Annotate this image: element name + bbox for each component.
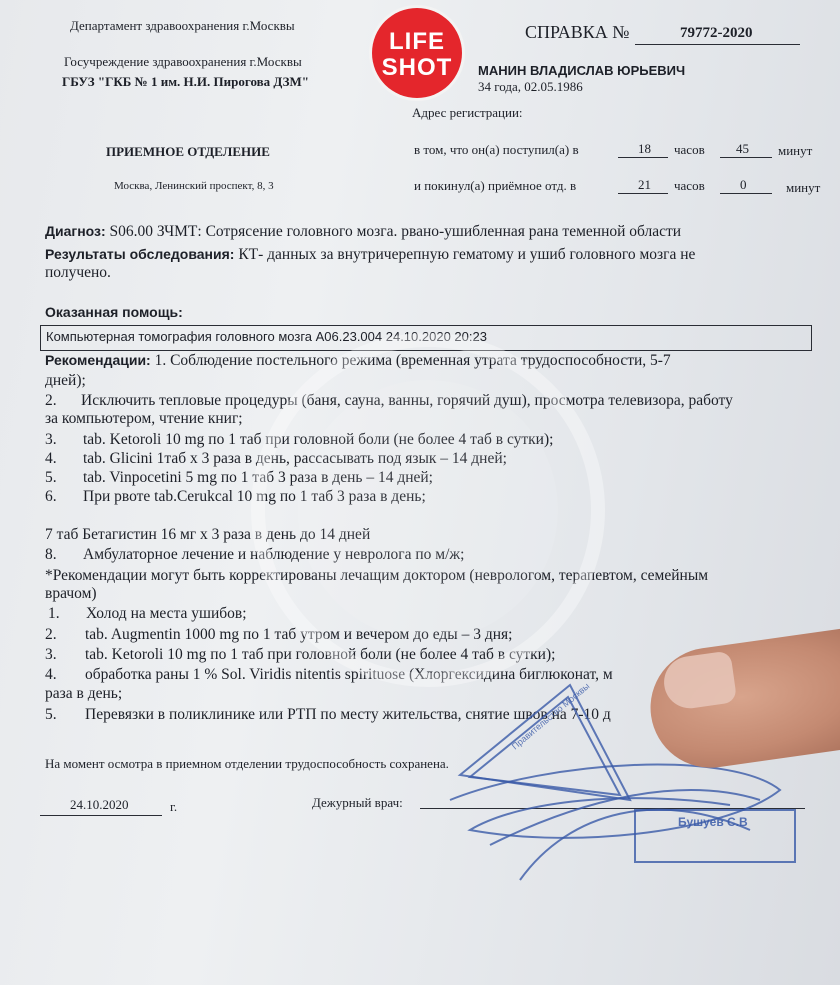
- rec-s2-num: 2.: [45, 626, 57, 643]
- rec-4-num: 4.: [45, 450, 57, 467]
- stamp-text: Правительство Москвы: [509, 680, 592, 752]
- rec-s4: обработка раны 1 % Sol. Viridis nitentis spirituose (Хлоргексидина биглюконат, м: [85, 666, 613, 683]
- rec-3-num: 3.: [45, 431, 57, 448]
- year-suffix: г.: [170, 799, 178, 814]
- minutes-label-2: минут: [786, 180, 821, 195]
- arrived-hours-line: [618, 157, 668, 158]
- results-text-2: получено.: [45, 264, 111, 281]
- rec-s5-num: 5.: [45, 706, 57, 723]
- department-name: Департамент здравоохранения г.Москвы: [70, 18, 295, 33]
- institution-name: Госучреждение здравоохранения г.Москвы: [64, 54, 302, 69]
- rec-2a: Исключить тепловые процедуры (баня, сауна, ванны, горячий душ), просмотра телевизора, работу: [81, 392, 733, 409]
- rec-5: tab. Vinpocetini 5 mg по 1 таб 3 раза в день – 14 дней;: [83, 469, 433, 486]
- left-hours-line: [618, 193, 668, 194]
- number-underline: [635, 44, 800, 45]
- left-minutes-line: [720, 193, 772, 194]
- rec-7: 7 таб Бетагистин 16 мг х 3 раза в день до 14 дней: [45, 526, 371, 543]
- rec-2b: за компьютером, чтение книг;: [45, 410, 243, 427]
- arrived-label: в том, что он(а) поступил(а) в: [414, 142, 579, 157]
- rec-8: Амбулаторное лечение и наблюдение у невролога по м/ж;: [83, 546, 465, 563]
- rec-s-item-1: [48, 605, 247, 623]
- issue-date: 24.10.2020: [70, 797, 129, 812]
- patient-age-dob: 34 года, 02.05.1986: [478, 79, 583, 94]
- rec-4: tab. Glicini 1таб х 3 раза в день, рассасывать под язык – 14 дней;: [83, 450, 507, 467]
- arrived-minutes-line: [720, 157, 772, 158]
- results-label: Результаты обследования:: [45, 246, 235, 262]
- left-label: и покинул(а) приёмное отд. в: [414, 178, 577, 193]
- arrived-minutes: 45: [736, 141, 749, 156]
- rec-s4-num: 4.: [45, 666, 57, 683]
- registration-address-label: Адрес регистрации:: [412, 105, 523, 120]
- logo-line-2: SHOT: [381, 54, 453, 81]
- rec-8-num: 8.: [45, 546, 57, 563]
- rec-1a: 1. Соблюдение постельного режима (временная утрата трудоспособности, 5-7: [154, 352, 671, 369]
- rec-s4b: раза в день;: [45, 685, 123, 702]
- date-underline: [40, 815, 162, 816]
- diagnosis-text: S06.00 ЗЧМТ: Сотрясение головного мозга. рвано-ушибленная рана теменной области: [109, 223, 682, 240]
- rec-s1-num: 1.: [48, 605, 60, 622]
- patient-name: МАНИН ВЛАДИСЛАВ ЮРЬЕВИЧ: [478, 63, 686, 78]
- rec-5-num: 5.: [45, 469, 57, 486]
- rec-6-num: 6.: [45, 488, 57, 505]
- help-label: Оказанная помощь:: [45, 304, 183, 320]
- arrived-hours: 18: [638, 141, 651, 156]
- lifeshot-watermark: [248, 330, 608, 690]
- rec-6: При рвоте tab.Cerukcal 10 mg по 1 таб 3 раза в день;: [83, 488, 426, 505]
- doctor-label: Дежурный врач:: [312, 795, 403, 810]
- minutes-label-1: минут: [778, 143, 813, 158]
- hospital-name: ГБУЗ "ГКБ № 1 им. Н.И. Пирогова ДЗМ": [62, 74, 310, 89]
- rec-s3-num: 3.: [45, 646, 57, 663]
- rec-note-2: врачом): [45, 585, 97, 602]
- rec-1b: дней);: [45, 372, 86, 389]
- rec-s1: Холод на места ушибов;: [86, 605, 247, 622]
- work-ability-statement: На момент осмотра в приемном отделении трудоспособность сохранена.: [45, 756, 449, 771]
- unit-address: Москва, Ленинский проспект, 8, 3: [114, 180, 274, 192]
- hours-label-2: часов: [674, 178, 705, 193]
- lifeshot-logo: [372, 8, 462, 98]
- doctor-name-stamp: Бушуев С.В: [678, 815, 748, 829]
- logo-line-1: LIFE: [389, 28, 445, 55]
- rec-s3: tab. Ketoroli 10 mg по 1 таб при головной боли (не более 4 таб в сутки);: [85, 646, 556, 663]
- results-line: [45, 246, 695, 264]
- results-text-1: КТ- данных за внутричерепную гематому и ушиб головного мозга не: [238, 246, 696, 263]
- unit-name: ПРИЕМНОЕ ОТДЕЛЕНИЕ: [106, 144, 270, 159]
- rec-2-num: 2.: [45, 392, 57, 409]
- left-hours: 21: [638, 177, 651, 192]
- rec-s5: Перевязки в поликлинике или РТП по месту жительства, снятие швов на 7-10 д: [85, 706, 611, 723]
- rec-note-1: *Рекомендации могут быть корректированы лечащим доктором (неврологом, терапевтом, семейным: [45, 567, 709, 584]
- left-minutes: 0: [740, 177, 747, 192]
- certificate-number: 79772-2020: [680, 25, 753, 41]
- rec-label: Рекомендации:: [45, 352, 151, 368]
- hours-label-1: часов: [674, 142, 705, 157]
- certificate-label: СПРАВКА №: [525, 22, 630, 42]
- rec-3: tab. Ketoroli 10 mg по 1 таб при головной боли (не более 4 таб в сутки);: [83, 431, 554, 448]
- diagnosis-line: [45, 223, 681, 241]
- rec-s2: tab. Augmentin 1000 mg по 1 таб утром и вечером до еды – 3 дня;: [85, 626, 513, 643]
- help-text: Компьютерная томография головного мозга A06.23.004 24.10.2020 20:23: [46, 329, 487, 344]
- diagnosis-label: Диагноз:: [45, 223, 106, 239]
